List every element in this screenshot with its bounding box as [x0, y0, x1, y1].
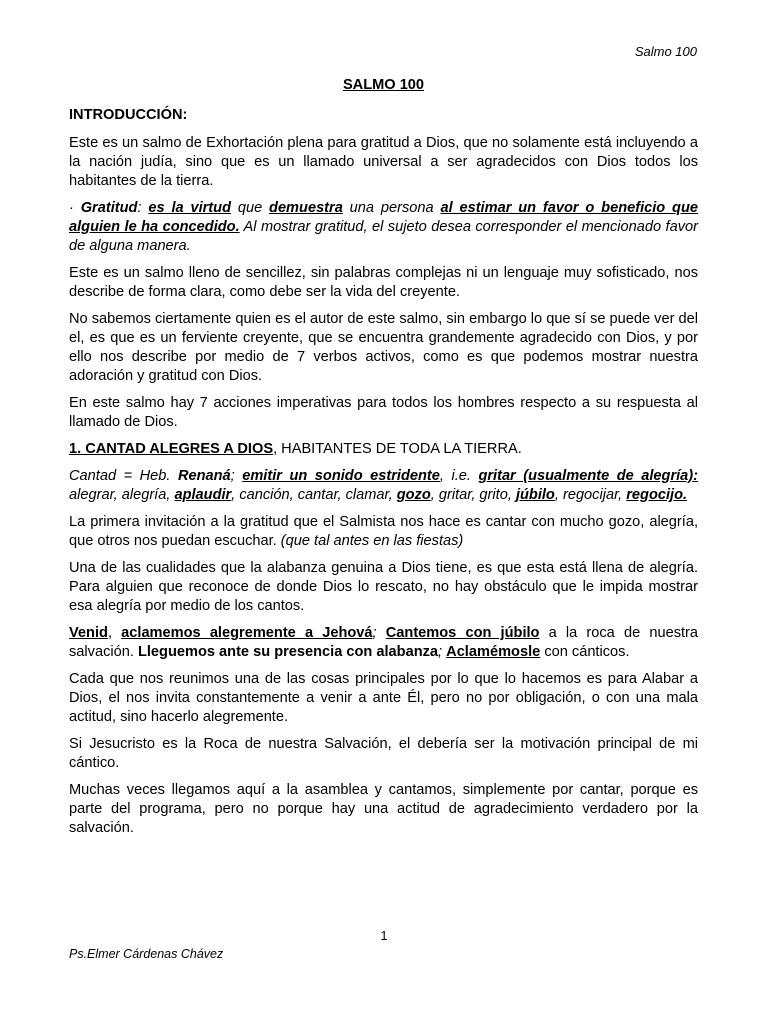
word-study-text: , regocijar,: [554, 487, 627, 503]
word-study-text: gritar (usualmente de alegría):: [478, 468, 699, 484]
definition-text: que: [231, 200, 270, 216]
page-title: SALMO 100: [342, 77, 425, 93]
quote-text: Venid: [69, 625, 108, 641]
quote-text: a la roca de nuestra salvación.: [69, 625, 699, 660]
definition-gratitud: [69, 199, 698, 256]
word-study-text: alegrar, alegría,: [69, 487, 175, 503]
intro-heading: INTRODUCCIÓN:: [69, 107, 188, 123]
paragraph-sencillez: Este es un salmo lleno de sencillez, sin palabras complejas ni un lenguaje muy sofisticado, nos describe de forma clara, como debe ser la vida del creyente.: [69, 265, 698, 300]
footer-author: Ps.Elmer Cárdenas Chávez: [69, 947, 224, 961]
bullet: ·: [69, 200, 81, 216]
quote-text: Aclamémosle: [446, 644, 541, 660]
scripture-quote: [69, 624, 698, 662]
quote-text: con cánticos.: [540, 644, 630, 660]
word-study-text: regocijo.: [626, 487, 688, 503]
definition-text: demuestra: [269, 200, 343, 216]
word-study-text: ;: [230, 468, 243, 484]
definition-text: :: [137, 200, 149, 216]
running-header: Salmo 100: [634, 44, 697, 59]
word-study-text: , gritar, grito,: [430, 487, 516, 503]
word-study-text: gozo: [396, 487, 431, 503]
paragraph-autor: No sabemos ciertamente quien es el autor de este salmo, sin embargo lo que sí se puede ver del el, es que es un ferviente creyente, que se encuentra grandemente agradecido con Dios, y por ello nos describe por medio de 7 verbos activos, como es que podemos mostrar nuestra adoración y gratitud con Dios.: [69, 311, 698, 384]
word-study-text: emitir un sonido estridente: [242, 468, 440, 484]
paragraph-reunion: Cada que nos reunimos una de las cosas principales por lo que lo hacemos es para Alabar a Dios, el nos invita constantemente a venir a ante Él, pero no por obligación, o con una mala actitud, sino hacerlo alegremente.: [69, 671, 698, 725]
definition-term: Gratitud: [80, 200, 138, 216]
definition-text: es la virtud: [148, 200, 231, 216]
paragraph-intro: Este es un salmo de Exhortación plena para gratitud a Dios, que no solamente está incluyendo a la nación judía, sino que es un llamado universal a ser agradecidos con Dios todos los habitantes de la tierra.: [69, 135, 698, 189]
definition-text: .: [186, 238, 191, 254]
paragraph-roca: Si Jesucristo es la Roca de nuestra Salvación, el debería ser la motivación principal de mi cántico.: [69, 736, 698, 771]
paragraph-text: La primera invitación a la gratitud que el Salmista nos hace es cantar con mucho gozo, alegría, que otros nos puedan escuchar.: [69, 514, 698, 549]
paragraph-acciones: En este salmo hay 7 acciones imperativas para todos los hombres respecto a su respuesta al llamado de Dios.: [69, 395, 698, 430]
section-heading: [69, 440, 698, 459]
word-study-text: , canción, cantar, clamar,: [231, 487, 397, 503]
quote-text: Cantemos con júbilo: [385, 625, 540, 641]
quote-text: ,: [107, 625, 122, 641]
section-heading-rest: , HABITANTES DE TODA LA TIERRA.: [273, 441, 522, 457]
quote-text: aclamemos alegremente a Jehová: [121, 625, 373, 641]
word-study-text: , i.e.: [439, 468, 479, 484]
paragraph-asamblea: Muchas veces llegamos aquí a la asamblea y cantamos, simplemente por cantar, porque es parte del programa, pero no porque hay una actitud de agradecimiento verdadero por la salvación.: [69, 782, 698, 836]
word-study-text: aplaudir: [174, 487, 232, 503]
word-study-text: Cantad = Heb.: [69, 468, 178, 484]
definition-text: al estimar un favor o beneficio que alguien le ha concedido.: [69, 200, 699, 235]
document-body: [69, 76, 698, 846]
quote-text: Lleguemos ante su presencia con alabanza: [137, 644, 439, 660]
section-heading-bold: 1. CANTAD ALEGRES A DIOS: [69, 441, 274, 457]
definition-cantad: [69, 467, 698, 505]
quote-text: ;: [372, 625, 386, 641]
definition-text: Al mostrar gratitud, el sujeto desea corresponder el mencionado favor de alguna manera: [69, 219, 698, 254]
definition-text: una persona: [342, 200, 441, 216]
page-number: 1: [380, 928, 388, 943]
quote-text: ;: [438, 644, 447, 660]
word-study-text: júbilo: [515, 487, 555, 503]
word-study-text: Renaná: [177, 468, 231, 484]
paragraph-note: (que tal antes en las fiestas): [280, 533, 464, 549]
paragraph-invitacion: [69, 513, 698, 551]
paragraph-cualidades: Una de las cualidades que la alabanza genuina a Dios tiene, es que esta está llena de alegría. Para alguien que reconoce de donde Dios lo rescato, no hay obstáculo que le impida mostrar esa alegría por medio de los cantos.: [69, 560, 698, 614]
